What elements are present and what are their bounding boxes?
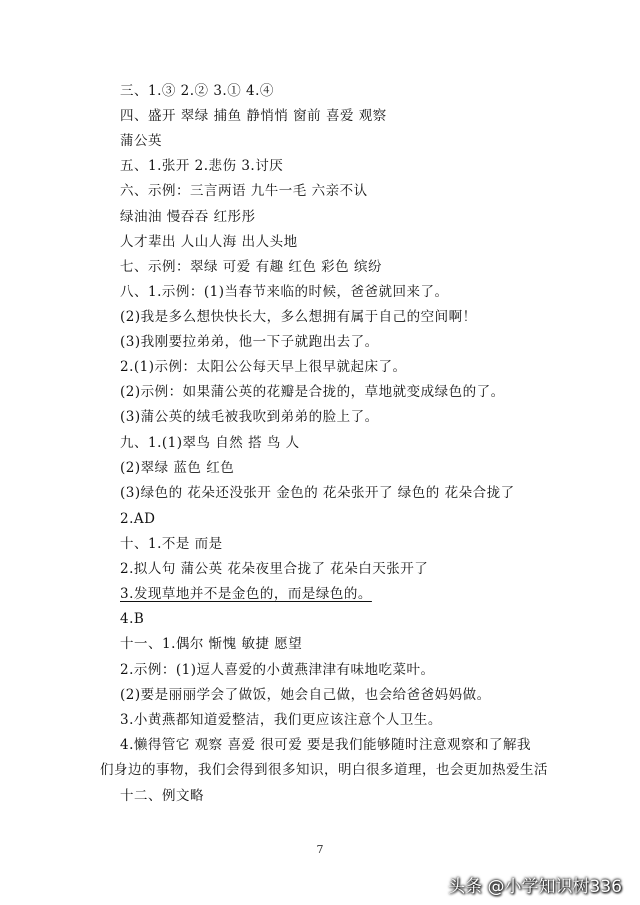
answer-line: (2)要是丽丽学会了做饭，她会自己做，也会给爸爸妈妈做。: [120, 687, 491, 703]
answer-line: 蒲公英: [120, 133, 162, 149]
answer-line: (3)绿色的 花朵还没张开 金色的 花朵张开了 绿色的 花朵合拢了: [120, 485, 515, 501]
answer-line: (2)示例：如果蒲公英的花瓣是合拢的，草地就变成绿色的了。: [120, 384, 505, 400]
answer-line: 人才辈出 人山人海 出人头地: [120, 234, 298, 250]
answer-line: 2.(1)示例：太阳公公每天早上很早就起床了。: [120, 359, 407, 375]
answer-line: 五、1.张开 2.悲伤 3.讨厌: [120, 158, 284, 174]
answer-line: (3)蒲公英的绒毛被我吹到弟弟的脸上了。: [120, 409, 379, 425]
answer-line: 四、盛开 翠绿 捕鱼 静悄悄 窗前 喜爱 观察: [120, 108, 387, 124]
answer-line: (2)我是多么想快快长大，多么想拥有属于自己的空间啊！: [120, 309, 477, 325]
answer-line-continuation: 们身边的事物，我们会得到很多知识，明白很多道理，也会更加热爱生活: [100, 762, 548, 778]
answer-line: 4.B: [120, 611, 145, 627]
answer-line: 2.AD: [120, 511, 156, 527]
answer-line: 七、示例：翠绿 可爱 有趣 红色 彩色 缤纷: [120, 259, 382, 275]
answer-line: 十二、例文略: [120, 788, 204, 804]
answer-line: 4.懒得管它 观察 喜爱 很可爱 要是我们能够随时注意观察和了解我: [120, 737, 532, 753]
answer-line: 十、1.不是 而是: [120, 536, 223, 552]
answer-line: (2)翠绿 蓝色 红色: [120, 460, 235, 476]
answer-line: 十一、1.偶尔 惭愧 敏捷 愿望: [120, 636, 303, 652]
answer-line: 八、1.示例：(1)当春节来临的时候，爸爸就回来了。: [120, 284, 449, 300]
underlined-answer-line: 3.发现草地并不是金色的，而是绿色的。: [120, 586, 372, 602]
answer-line: (3)我刚要拉弟弟，他一下子就跑出去了。: [120, 334, 379, 350]
answer-line: 绿油油 慢吞吞 红彤彤: [120, 209, 256, 225]
watermark-text: 头条 @小学知识树336: [448, 877, 622, 897]
answer-line: 2.示例：(1)逗人喜爱的小黄燕津津有味地吃菜叶。: [120, 662, 435, 678]
answer-line: 三、1.③ 2.② 3.① 4.④: [120, 83, 274, 99]
answer-line: 2.拟人句 蒲公英 花朵夜里合拢了 花朵白天张开了: [120, 561, 429, 577]
page-number: 7: [316, 843, 324, 856]
answer-line: 六、示例：三言两语 九牛一毛 六亲不认: [120, 183, 368, 199]
answer-line: 九、1.(1)翠鸟 自然 搭 鸟 人: [120, 435, 300, 451]
answer-line: 3.小黄燕都知道爱整洁，我们更应该注意个人卫生。: [120, 712, 442, 728]
